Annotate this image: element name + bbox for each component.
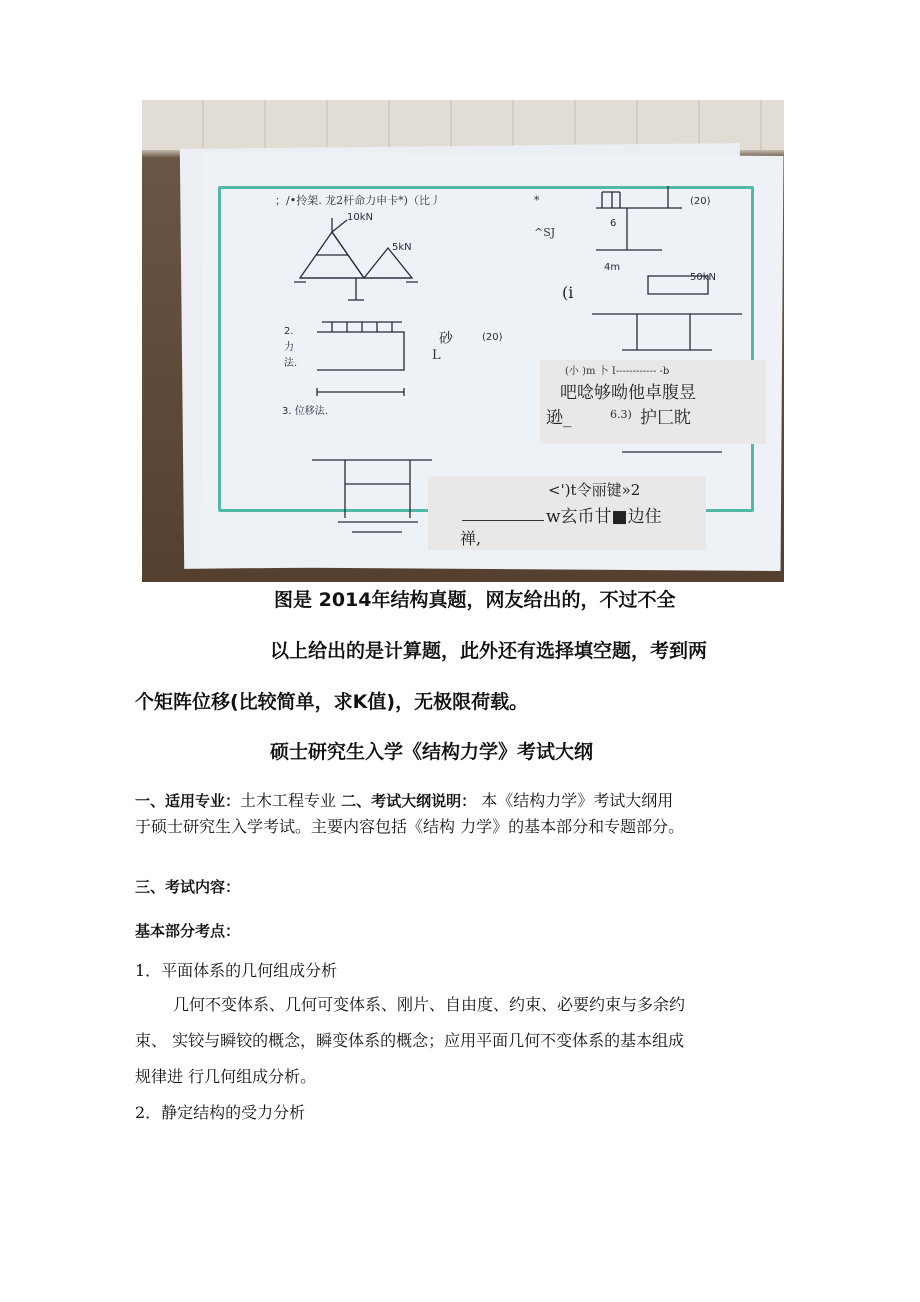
- photo-patch1-line2a: 逊_: [546, 408, 572, 428]
- photo-sj: ^SJ: [534, 226, 556, 239]
- item-1-title: 1．平面体系的几何组成分析: [135, 961, 338, 980]
- photo-ocr-patch-1: [540, 360, 766, 444]
- photo-header-ocr: ；/•拎架. 龙2杆命力申卡*)（比丿: [275, 194, 441, 207]
- photo-patch2-line3: 禅,: [460, 529, 482, 548]
- photo-patch1-line2b: 6.3): [610, 408, 632, 421]
- photo-paren-i: (i: [562, 283, 574, 302]
- item-1-line-3: 规律进 行几何组成分析。: [135, 1067, 317, 1086]
- photo-l-mark: L: [432, 348, 441, 363]
- section-2-text: 本《结构力学》考试大纲用: [476, 791, 674, 810]
- caption-line-1: 图是 2014年结构真题，网友给出的，不过不全: [274, 589, 676, 611]
- photo-patch2-line1: <')t令丽键»2: [548, 481, 641, 499]
- section-2-label: 二、考试大纲说明：: [341, 792, 477, 810]
- item-1-line-1: 几何不变体系、几何可变体系、刚片、自由度、约束、必要约束与多余约: [173, 995, 686, 1014]
- photo-star: *: [534, 194, 540, 207]
- photo-patch2-underline: [462, 520, 544, 521]
- photo-patch1-line2c: 护匚眈: [640, 408, 691, 428]
- svg-text:(20): (20): [482, 332, 503, 343]
- exam-photo: [142, 100, 784, 582]
- svg-text:(20): (20): [690, 196, 711, 207]
- photo-formula-line: (小 )m 卜 I------------ -b: [565, 366, 670, 377]
- item-1-line-2: 束、 实铰与瞬铰的概念，瞬变体系的概念；应用平面几何不变体系的基本组成: [135, 1031, 685, 1050]
- svg-text:2.: 2.: [284, 326, 294, 337]
- photo-sand-mark: 砂: [439, 331, 453, 347]
- svg-text:力: 力: [284, 342, 294, 353]
- section-1-text: 土木工程专业: [240, 791, 342, 810]
- svg-text:6: 6: [610, 218, 617, 229]
- photo-ocr-patch-2: [428, 476, 706, 550]
- document-title: 硕士研究生入学《结构力学》考试大纲: [270, 741, 594, 763]
- svg-text:3. 位移法.: 3. 位移法.: [282, 406, 328, 417]
- svg-text:5kN: 5kN: [392, 242, 412, 253]
- svg-text:50kN: 50kN: [690, 272, 716, 283]
- section-1-label: 一、适用专业：: [135, 792, 241, 810]
- item-2-title: 2．静定结构的受力分析: [135, 1103, 306, 1122]
- svg-text:4m: 4m: [604, 262, 621, 273]
- caption-line-3: 个矩阵位移(比较简单，求K值)，无极限荷载。: [135, 691, 529, 713]
- svg-text:10kN: 10kN: [347, 212, 373, 223]
- basic-part-heading: 基本部分考点：: [135, 922, 241, 940]
- svg-text:法.: 法.: [284, 358, 298, 369]
- sections-1-2-line: [135, 788, 673, 811]
- section-3-heading: 三、考试内容：: [135, 878, 241, 896]
- photo-patch2-line2: w玄币甘■边住: [546, 507, 662, 527]
- caption-line-2: 以上给出的是计算题，此外还有选择填空题，考到两: [270, 640, 708, 662]
- section-2-continuation: 于硕士研究生入学考试。主要内容包括《结构 力学》的基本部分和专题部分。: [135, 817, 685, 836]
- photo-patch1-line1: 吧唸够呦他卓腹昱: [560, 383, 696, 403]
